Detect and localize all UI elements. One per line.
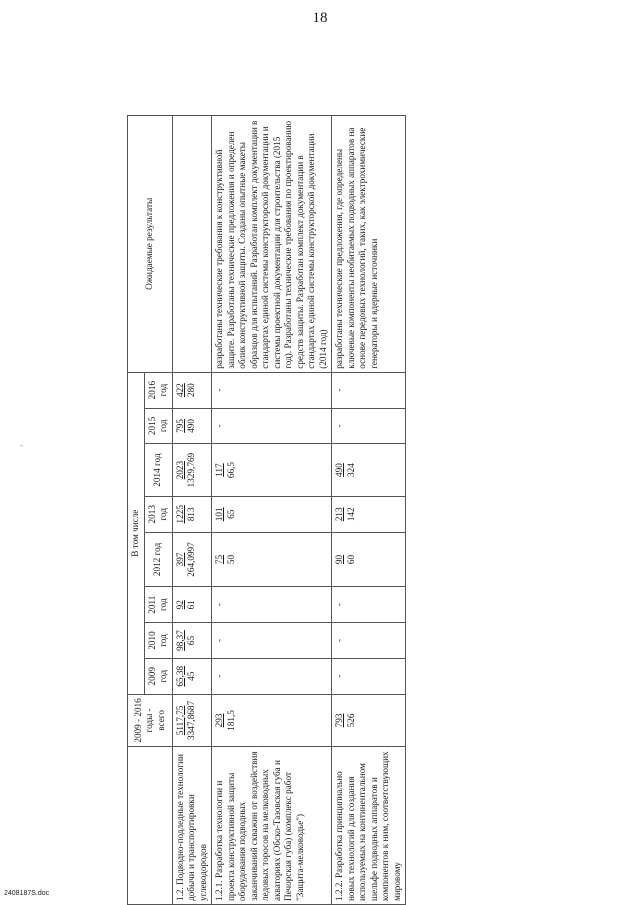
- header-row-1: [128, 116, 145, 905]
- value-top: 90: [334, 554, 344, 565]
- row-name: 1.2. Подводно-подледные технологии добычи и транспортировки углеводородов: [172, 747, 212, 905]
- value-top: 490: [334, 463, 344, 477]
- total-top: 793: [334, 713, 344, 728]
- year-cell: [212, 587, 332, 623]
- row-name: 1.2.2. Разработка принципиально новых технологий для создания используемых на континентальном шельфе подводных аппаратов и компонентов к ним, соответствующих мировому: [332, 747, 406, 905]
- value-top: 117: [214, 463, 224, 477]
- value-bottom: 50: [225, 554, 236, 565]
- value-top: -: [214, 638, 224, 643]
- value-top: 98,37: [174, 630, 185, 651]
- table-row: [172, 116, 212, 905]
- year-cell: [212, 532, 332, 587]
- page-number: 18: [312, 10, 328, 26]
- value-top: -: [214, 674, 224, 678]
- year-cell: [172, 587, 212, 623]
- value-top: -: [214, 424, 224, 428]
- total-header: 2009 - 2016 годы - всего: [128, 694, 173, 747]
- rotated-table-container: [127, 45, 640, 905]
- year-header: 2015 год: [144, 408, 172, 444]
- value-bottom: 61: [186, 600, 196, 610]
- value-bottom: 1329,769: [186, 452, 196, 488]
- year-cell: [172, 408, 212, 444]
- value-top: -: [334, 424, 344, 428]
- year-header: 2013 год: [144, 496, 172, 532]
- year-header: 2014 год: [144, 444, 172, 497]
- total-bottom: 526: [345, 713, 356, 728]
- results-header: Ожидаемые результаты: [128, 116, 173, 373]
- row-total: [332, 694, 406, 747]
- year-cell: [332, 532, 406, 587]
- value-top: 65,38: [174, 665, 185, 687]
- year-cell: [172, 658, 212, 694]
- row-result: [172, 116, 212, 373]
- value-bottom: 65: [225, 509, 236, 519]
- value-bottom: 60: [345, 554, 356, 565]
- row-name: 1.2.1. Разработка технологии и проекта конструктивной защиты оборудования подводных заканчиваний скважин от воздействия ледовых торосов на мелководных акваториях (Обско-Тазовская губа и Печорская губа) (комплекс работ "Защита-мелководье"): [212, 747, 332, 905]
- in-that-number-header: В том числе: [128, 372, 145, 694]
- year-cell: [332, 658, 406, 694]
- program-table: [127, 115, 406, 905]
- year-header: 2016 год: [144, 372, 172, 408]
- year-cell: [212, 408, 332, 444]
- value-top: 2023: [174, 460, 185, 480]
- value-bottom: 66,5: [225, 462, 236, 479]
- value-bottom: 142: [345, 507, 356, 522]
- year-cell: [172, 372, 212, 408]
- row-result: разработаны технические предложения, где определены ключевые компоненты необитаемых подводных аппаратов на основе передовых технологий, таких, как электрохимические генераторы и ядерные источники: [332, 116, 406, 373]
- total-bottom: 3347,8687: [186, 700, 196, 740]
- value-bottom: 45: [186, 671, 196, 681]
- year-cell: [332, 587, 406, 623]
- value-bottom: 324: [345, 463, 356, 477]
- value-top: -: [334, 638, 344, 643]
- edge-mark: -: [20, 440, 23, 450]
- year-cell: [172, 532, 212, 587]
- value-bottom: 813: [186, 507, 196, 522]
- table-row: [332, 116, 406, 905]
- value-top: -: [334, 388, 344, 392]
- name-header: [128, 747, 173, 905]
- year-cell: [332, 408, 406, 444]
- value-bottom: 65: [186, 635, 196, 646]
- year-cell: [212, 496, 332, 532]
- value-top: 795: [174, 419, 185, 433]
- value-top: 397: [174, 552, 185, 567]
- year-header: 2011 год: [144, 587, 172, 623]
- year-header: 2009 год: [144, 658, 172, 694]
- total-top: 293: [214, 713, 224, 728]
- year-cell: [172, 623, 212, 659]
- total-top: 5117,75: [174, 705, 185, 736]
- year-cell: [172, 444, 212, 497]
- year-cell: [212, 623, 332, 659]
- year-cell: [212, 372, 332, 408]
- value-bottom: 490: [186, 419, 196, 433]
- value-bottom: 264,0997: [186, 542, 196, 577]
- row-total: [212, 694, 332, 747]
- year-cell: [332, 496, 406, 532]
- row-result: разработаны технические требования к конструктивной защите. Разработаны технические предложения и определен облик конструктивной защиты. Созданы опытные макеты образцов для испытаний. Разработан комплект документации в стандартах единой системы конструкторской документации и системы проектной документации для строительства (2015 год). Разработаны технические требования по проектированию средств защиты. Разработан комплект документации в стандартах единой системы конструкторской документации (2014 год): [212, 116, 332, 373]
- value-top: 75: [214, 554, 224, 565]
- value-top: 92: [174, 600, 185, 610]
- row-total: [172, 694, 212, 747]
- year-header: 2012 год: [144, 532, 172, 587]
- value-bottom: 280: [186, 383, 196, 398]
- table-row: [212, 116, 332, 905]
- total-bottom: 181,5: [225, 710, 236, 731]
- value-top: -: [334, 674, 344, 678]
- value-top: 1225: [174, 505, 185, 524]
- year-cell: [332, 444, 406, 497]
- value-top: -: [214, 388, 224, 392]
- document-id: 2408187S.doc: [4, 890, 50, 897]
- value-top: 213: [334, 507, 344, 522]
- value-top: 101: [214, 507, 224, 522]
- year-cell: [332, 623, 406, 659]
- year-cell: [332, 372, 406, 408]
- value-top: -: [214, 603, 224, 607]
- value-top: -: [334, 603, 344, 607]
- year-cell: [212, 658, 332, 694]
- year-cell: [172, 496, 212, 532]
- year-cell: [212, 444, 332, 497]
- year-header: 2010 год: [144, 623, 172, 659]
- value-top: 422: [174, 383, 185, 398]
